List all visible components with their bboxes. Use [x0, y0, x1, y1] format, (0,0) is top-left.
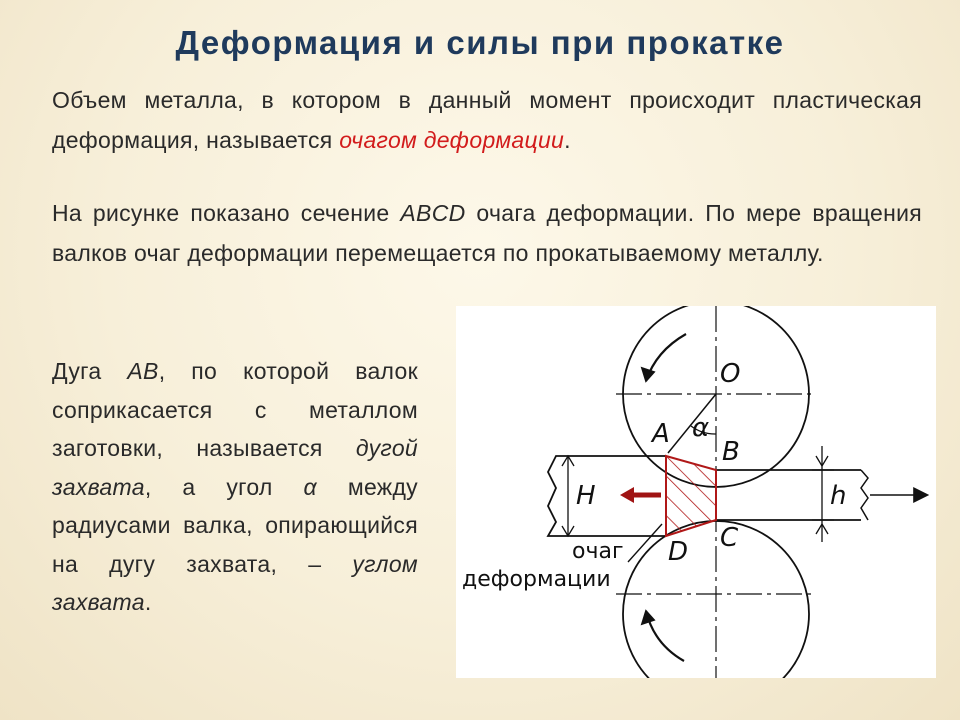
label-c: C: [720, 523, 739, 553]
label-a: A: [652, 419, 670, 449]
paragraph-section: [52, 193, 922, 273]
arc-alpha: α: [303, 473, 317, 500]
definition-end: .: [564, 127, 571, 153]
arc-text-c: , а угол: [144, 473, 304, 500]
label-o: O: [720, 359, 741, 389]
rolling-diagram: [456, 306, 936, 678]
deformation-zone: [666, 456, 716, 536]
arc-text-b: , по которой валок соприкасается с металлом заготовки, называется: [52, 358, 418, 461]
label-b: B: [722, 437, 740, 467]
definition-text: Объем металла, в котором в данный момент происходит пластическая деформация, называется: [52, 87, 922, 153]
arc-ab: АВ: [127, 358, 159, 384]
label-alpha: α: [692, 413, 710, 443]
caption-line-2: деформации: [462, 567, 611, 592]
arc-text-e: .: [144, 589, 152, 615]
label-small-h: h: [830, 481, 847, 511]
rolling-diagram-svg: [456, 306, 936, 678]
section-text-b: очага деформации. По мере вращения валков очаг деформации перемещается по прокатываемому металлу.: [52, 200, 923, 266]
label-d: D: [668, 537, 689, 567]
section-text-a: На рисунке показано сечение: [52, 200, 401, 226]
angle-term: углом захвата: [52, 550, 418, 615]
feed-arrow: [620, 487, 661, 503]
section-abcd: ABCD: [400, 200, 466, 226]
label-big-h: H: [576, 481, 596, 511]
caption-line-1: очаг: [572, 539, 624, 564]
paragraph-arc: [52, 352, 418, 622]
arc-term: дугой захвата: [52, 435, 418, 500]
arc-text-d: между радиусами валка, опирающийся на дугу захвата, –: [52, 473, 418, 577]
arc-text-a: Дуга: [52, 358, 128, 384]
highlight-term: очагом деформации: [339, 127, 565, 153]
slide-title: Деформация и силы при прокатке: [175, 24, 785, 61]
paragraph-definition: [52, 80, 922, 160]
